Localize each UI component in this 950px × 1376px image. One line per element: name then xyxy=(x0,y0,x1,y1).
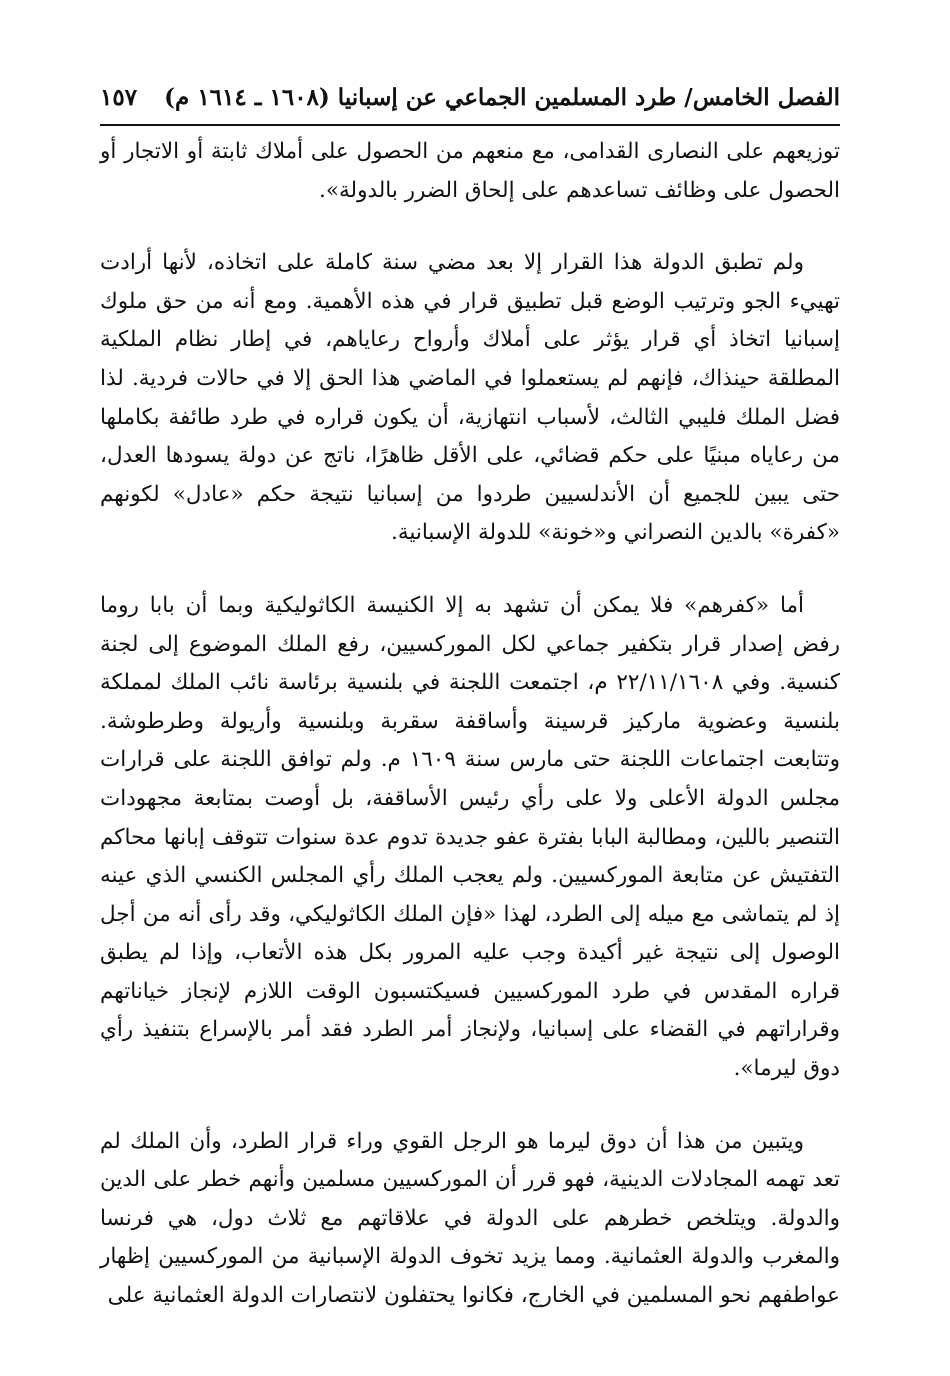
header-divider xyxy=(100,124,840,126)
paragraph-2: ولم تطبق الدولة هذا القرار إلا بعد مضي سنة كاملة على اتخاذه، لأنها أرادت تهييء الجو وترتيب الوضع قبل تطبيق قرار في هذه الأهمية. ومع أنه من حق ملوك إسبانيا اتخاذ أي قرار يؤثر على أملاك وأرواح رعاياهم، في إطار نظام الملكية المطلقة حينذاك، فإنهم لم يستعملوا في الماضي هذا الحق إلا في حالات فردية. لذا فضل الملك فليبي الثالث، لأسباب انتهازية، أن يكون قراره في طرد طائفة بكاملها من رعاياه مبنيًا على حكم قضائي، على الأقل ظاهرًا، ناتج عن دولة يسودها العدل، حتى يبين للجميع أن الأندلسيين طردوا من إسبانيا نتيجة حكم «عادل» لكونهم «كفرة» بالدين النصراني و«خونة» للدولة الإسبانية. xyxy=(100,250,840,546)
page-number: ١٥٧ xyxy=(100,84,138,111)
paragraph-3: أما «كفرهم» فلا يمكن أن تشهد به إلا الكنيسة الكاثوليكية وبما أن بابا روما رفض إصدار قرار بتكفير جماعي لكل الموركسيين، رفع الملك الموضوع إلى لجنة كنسية. وفي ٢٢/١١/١٦٠٨ م، اجتمعت اللجنة في بلنسية برئاسة نائب الملك لمملكة بلنسية وعضوية ماركيز قرسينة وأساقفة سقربة وبلنسية وأريولة وطرطوشة. وتتابعت اجتماعات اللجنة حتى مارس سنة ١٦٠٩ م. ولم توافق اللجنة على قرارات مجلس الدولة الأعلى ولا على رأي رئيس الأساقفة، بل أوصت بمتابعة مجهودات التنصير باللين، ومطالبة البابا بفترة عفو جديدة تدوم عدة سنوات تتوقف إبانها محاكم التفتيش عن متابعة الموركسيين. ولم يعجب الملك رأي المجلس الكنسي الذي عينه إذ لم يتماشى مع ميله إلى الطرد، لهذا «فإن الملك الكاثوليكي، وقد رأى أنه من أجل الوصول إلى نتيجة غير أكيدة وجب عليه المرور بكل هذه الأتعاب، وإذا لم يطبق قراره المقدس في طرد الموركسيين فسيكتسبون الوقت اللازم لإنجاز خياناتهم وقراراتهم في القضاء على إسبانيا، ولإنجاز أمر الطرد فقد أمر بالإسراع بتنفيذ رأي دوق ليرما». xyxy=(100,592,841,1082)
paragraph-4: ويتبين من هذا أن دوق ليرما هو الرجل القوي وراء قرار الطرد، وأن الملك لم تعد تهمه المجادلات الدينية، فهو قرر أن الموركسيين مسلمين وأنهم خطر على الدين والدولة. ويتلخص خطرهم على الدولة في علاقاتهم مع ثلاث دول، هي فرنسا والمغرب والدولة العثمانية. ومما يزيد تخوف الدولة الإسبانية من الموركسيين إظهار عواطفهم نحو المسلمين في الخارج، فكانوا يحتفلون لانتصارات الدولة العثمانية على xyxy=(100,1128,840,1309)
paragraph-1: توزيعهم على النصارى القدامى، مع منعهم من الحصول على أملاك ثابتة أو الاتجار أو الحصول على وظائف تساعدهم على إلحاق الضرر بالدولة». xyxy=(100,139,840,203)
running-header xyxy=(100,82,840,122)
body-text xyxy=(100,133,840,1316)
chapter-title: الفصل الخامس/ طرد المسلمين الجماعي عن إسبانيا (١٦٠٨ ـ ١٦١٤ م) xyxy=(164,84,840,111)
